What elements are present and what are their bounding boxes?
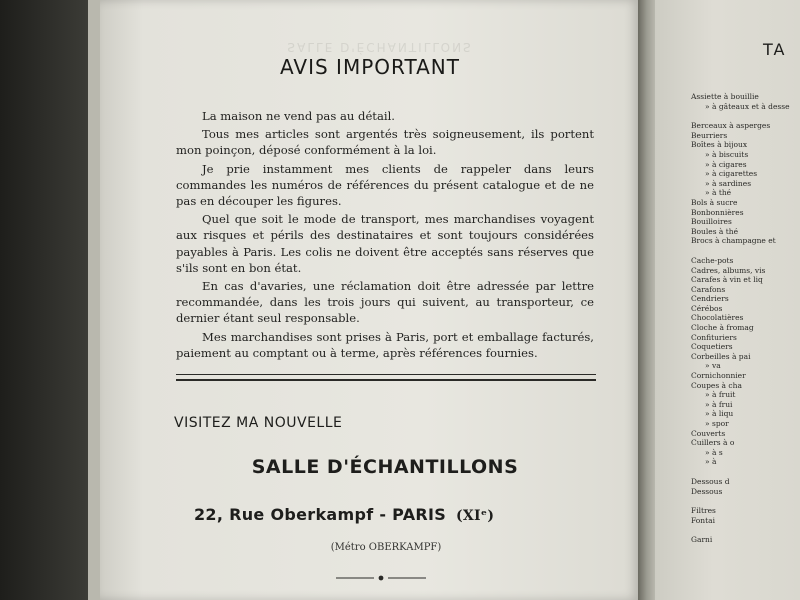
showroom-heading: SALLE D'ÉCHANTILLONS [251,456,519,478]
index-row: Filtres [691,506,716,516]
index-row: » à frui [705,399,733,409]
divider-thin [176,374,596,375]
index-row: » à gâteaux et à desse [705,101,790,111]
index-row: Boîtes à bijoux [691,140,748,150]
index-row: Coquetiers [691,342,733,352]
left-catalogue-page [100,0,640,600]
paragraph: Tous mes articles sont argentés très soigneusement, ils portent mon poinçon, déposé conformément à la loi. [176,127,594,158]
index-gap [691,111,800,121]
index-row: Cendriers [691,294,729,304]
index-row: Dessous d [691,476,730,486]
index-row: Coupes à cha [691,380,742,390]
index-row: Fontai [691,515,716,525]
index-row: Cornichonnier [691,371,746,381]
index-row: » à [705,457,717,467]
index-row: Corbeilles à pai [691,351,751,361]
index-row: » à biscuits [705,149,749,159]
index-row: Beurriers [691,130,728,140]
index-row: Carafons [691,284,726,294]
index-row: » à s [705,447,723,457]
index-row: Bouilloires [691,217,732,227]
index-row: » spor [705,419,729,428]
index-row: Garni [691,535,713,545]
address-arrondissement: (XIᵉ) [455,508,495,524]
index-row: Boules à thé [691,226,739,236]
divider-thick [176,379,596,381]
index-row: Confituriers [691,332,737,342]
show-through-salle: SALLE D'ÉCHANTILLONS [287,40,473,54]
paragraph: Je prie instamment mes clients de rappeler dans leurs commandes les numéros de références du présent catalogue et de ne pas en découper les figures. [176,161,594,209]
index-row: Assiette à bouillie [691,92,759,101]
page-title: AVIS IMPORTANT [280,55,460,79]
index-row: Cloche à fromag [691,323,754,333]
index-row: » à cigarettes [705,169,758,179]
index-row: » à cigares [705,159,747,169]
index-gap [691,496,800,506]
index-list [691,92,800,545]
paragraph: La maison ne vend pas au détail. [202,109,395,123]
index-gap [691,467,800,477]
ornament-icon [336,574,426,582]
paragraph: Quel que soit le mode de transport, mes marchandises voyagent aux risques et périls des destinataires et sont toujours considérées payables à Paris. Les colis ne doivent être acceptés sans réserves que s'ils sont en bon état. [176,212,594,275]
address-street: 22, Rue Oberkampf - PARIS [194,505,447,524]
index-row: Chocolatières [691,313,744,323]
index-row: » va [705,361,721,371]
visit-heading: VISITEZ MA NOUVELLE [174,415,343,431]
index-row: » à sardines [705,178,752,188]
index-row: Carafes à vin et liq [691,275,763,285]
index-gap [691,525,800,535]
index-row: Cache-pots [691,255,734,265]
index-row: Dessous [691,486,723,496]
index-row: Cérébos [691,303,723,313]
index-row: » à fruit [705,390,736,400]
index-row: Cadres, albums, vis [691,265,766,275]
index-row: Cuillers à o [691,438,735,448]
index-row: Bonbonnières [691,207,744,217]
index-row: Brocs à champagne et [691,236,776,246]
metro-station: (Métro OBERKAMPF) [330,542,442,553]
index-title: TA [763,40,787,59]
paragraph: Mes marchandises sont prises à Paris, port et emballage facturés, paiement au comptant ou à terme, après références fournies. [176,329,594,360]
right-index-page [655,0,800,600]
show-through-text [160,40,600,54]
showroom-address [194,505,494,524]
index-gap [691,246,800,256]
paragraph: En cas d'avaries, une réclamation doit être adressée par lettre recommandée, dans les trois jours qui suivent, au transporteur, ce dernier étant seul responsable. [176,279,594,326]
index-row: Couverts [691,428,726,438]
index-row: » à liqu [705,409,734,419]
index-row: » à thé [705,188,732,198]
index-row: Bols à sucre [691,197,738,207]
index-row: Berceaux à asperges [691,121,771,131]
notice-body [176,108,594,363]
